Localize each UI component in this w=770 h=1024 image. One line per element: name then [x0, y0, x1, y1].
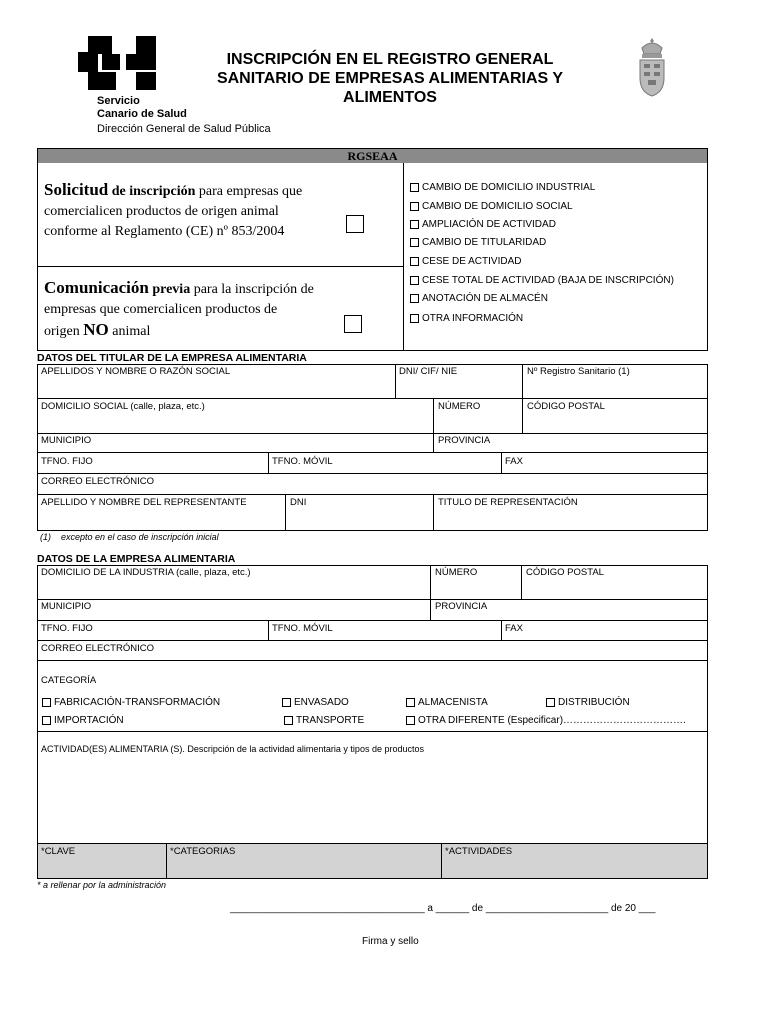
- logo: [78, 36, 160, 92]
- empresa-cp-field[interactable]: CÓDIGO POSTAL: [526, 567, 604, 578]
- checkbox[interactable]: [410, 294, 419, 303]
- empresa-domicilio-field[interactable]: DOMICILIO DE LA INDUSTRIA (calle, plaza, etc.): [41, 567, 251, 578]
- empresa-municipio-field[interactable]: MUNICIPIO: [41, 601, 92, 612]
- titular-domicilio-field[interactable]: DOMICILIO SOCIAL (calle, plaza, etc.): [41, 401, 205, 412]
- titular-cp-field[interactable]: CÓDIGO POSTAL: [527, 401, 605, 412]
- checkbox[interactable]: [410, 276, 419, 285]
- org-name-line1: Servicio: [97, 95, 140, 107]
- org-name-line2: Canario de Salud: [97, 108, 187, 120]
- titular-registro-field[interactable]: Nº Registro Sanitario (1): [527, 366, 630, 377]
- clave-field: *CLAVE: [41, 846, 76, 857]
- cat-almacenista-option[interactable]: ALMACENISTA: [406, 697, 488, 708]
- titular-fax-field[interactable]: FAX: [505, 456, 523, 467]
- empresa-fax-field[interactable]: FAX: [505, 623, 523, 634]
- checkbox[interactable]: [410, 314, 419, 323]
- cat-fabricacion-option[interactable]: FABRICACIÓN-TRANSFORMACIÓN: [42, 697, 220, 708]
- categorias-field: *CATEGORIAS: [170, 846, 236, 857]
- empresa-provincia-field[interactable]: PROVINCIA: [435, 601, 488, 612]
- checkbox[interactable]: [410, 220, 419, 229]
- actividades-field[interactable]: ACTIVIDAD(ES) ALIMENTARIA (S). Descripción de la actividad alimentaria y tipos de productos: [41, 744, 424, 754]
- option-cese-total[interactable]: CESE TOTAL DE ACTIVIDAD (BAJA DE INSCRIPCIÓN): [410, 275, 674, 286]
- signature-label: Firma y sello: [362, 936, 419, 947]
- categoria-label: CATEGORÍA: [41, 675, 97, 686]
- solicitud-checkbox[interactable]: [346, 215, 364, 233]
- checkbox[interactable]: [410, 257, 419, 266]
- empresa-numero-field[interactable]: NÚMERO: [435, 567, 478, 578]
- org-department: Dirección General de Salud Pública: [97, 123, 271, 135]
- checkbox[interactable]: [284, 716, 293, 725]
- signature-date-line[interactable]: ___________________________________ a ______ de ______________________ de 20 ___: [230, 903, 656, 914]
- option-cese-actividad[interactable]: CESE DE ACTIVIDAD: [410, 256, 521, 267]
- rgseaa-title-bar: RGSEAA: [38, 149, 707, 163]
- empresa-section-title: DATOS DE LA EMPRESA ALIMENTARIA: [37, 553, 236, 565]
- cat-distribucion-option[interactable]: DISTRIBUCIÓN: [546, 697, 630, 708]
- option-cambio-titularidad[interactable]: CAMBIO DE TITULARIDAD: [410, 237, 546, 248]
- option-ampliacion-actividad[interactable]: AMPLIACIÓN DE ACTIVIDAD: [410, 219, 556, 230]
- admin-shaded-row: [38, 843, 707, 878]
- titular-numero-field[interactable]: NÚMERO: [438, 401, 481, 412]
- comunicacion-text: Comunicación previa para la inscripción de empresas que comercialicen productos de origen NO animal: [44, 278, 314, 339]
- checkbox[interactable]: [410, 202, 419, 211]
- option-cambio-domicilio-social[interactable]: CAMBIO DE DOMICILIO SOCIAL: [410, 201, 573, 212]
- comunicacion-checkbox[interactable]: [344, 315, 362, 333]
- empresa-correo-field[interactable]: CORREO ELECTRÓNICO: [41, 643, 154, 654]
- checkbox[interactable]: [410, 238, 419, 247]
- cat-importacion-option[interactable]: IMPORTACIÓN: [42, 715, 124, 726]
- titular-tfno-movil-field[interactable]: TFNO. MÓVIL: [272, 456, 333, 467]
- titular-provincia-field[interactable]: PROVINCIA: [438, 435, 491, 446]
- option-cambio-domicilio-industrial[interactable]: CAMBIO DE DOMICILIO INDUSTRIAL: [410, 182, 595, 193]
- titular-apellidos-field[interactable]: APELLIDOS Y NOMBRE O RAZÓN SOCIAL: [41, 366, 231, 377]
- titular-section-title: DATOS DEL TITULAR DE LA EMPRESA ALIMENTARIA: [37, 352, 307, 364]
- actividades-admin-field: *ACTIVIDADES: [445, 846, 513, 857]
- titular-dni-field[interactable]: DNI: [290, 497, 307, 508]
- cat-transporte-option[interactable]: TRANSPORTE: [284, 715, 364, 726]
- checkbox[interactable]: [42, 698, 51, 707]
- cat-envasado-option[interactable]: ENVASADO: [282, 697, 349, 708]
- checkbox[interactable]: [410, 183, 419, 192]
- rgseaa-divider: [403, 163, 404, 351]
- checkbox[interactable]: [546, 698, 555, 707]
- checkbox[interactable]: [406, 698, 415, 707]
- titular-correo-field[interactable]: CORREO ELECTRÓNICO: [41, 476, 154, 487]
- titular-representante-field[interactable]: APELLIDO Y NOMBRE DEL REPRESENTANTE: [41, 497, 247, 508]
- footnote: (1) excepto en el caso de inscripción inicial: [40, 532, 219, 542]
- solicitud-text: Solicitud de inscripción para empresas que comercialicen productos de origen animal conforme al Reglamento (CE) nº 853/2004: [44, 180, 303, 239]
- checkbox[interactable]: [42, 716, 51, 725]
- titular-municipio-field[interactable]: MUNICIPIO: [41, 435, 92, 446]
- admin-note: * a rellenar por la administración: [37, 880, 167, 890]
- titular-titulo-rep-field[interactable]: TITULO DE REPRESENTACIÓN: [438, 497, 578, 508]
- titular-tfno-fijo-field[interactable]: TFNO. FIJO: [41, 456, 93, 467]
- option-otra-informacion[interactable]: OTRA INFORMACIÓN: [410, 313, 523, 324]
- empresa-tfno-fijo-field[interactable]: TFNO. FIJO: [41, 623, 93, 634]
- checkbox[interactable]: [282, 698, 291, 707]
- titular-dni-cif-field[interactable]: DNI/ CIF/ NIE: [399, 366, 458, 377]
- checkbox[interactable]: [406, 716, 415, 725]
- form-title: INSCRIPCIÓN EN EL REGISTRO GENERAL SANITARIO DE EMPRESAS ALIMENTARIAS Y ALIMENTOS: [216, 51, 564, 106]
- empresa-tfno-movil-field[interactable]: TFNO. MÓVIL: [272, 623, 333, 634]
- option-anotacion-almacen[interactable]: ANOTACIÓN DE ALMACÉN: [410, 293, 548, 304]
- cat-otra-option[interactable]: OTRA DIFERENTE (Especificar)……………………………….: [406, 715, 686, 726]
- rgseaa-left-divider: [37, 266, 404, 267]
- coat-of-arms-icon: [636, 36, 668, 98]
